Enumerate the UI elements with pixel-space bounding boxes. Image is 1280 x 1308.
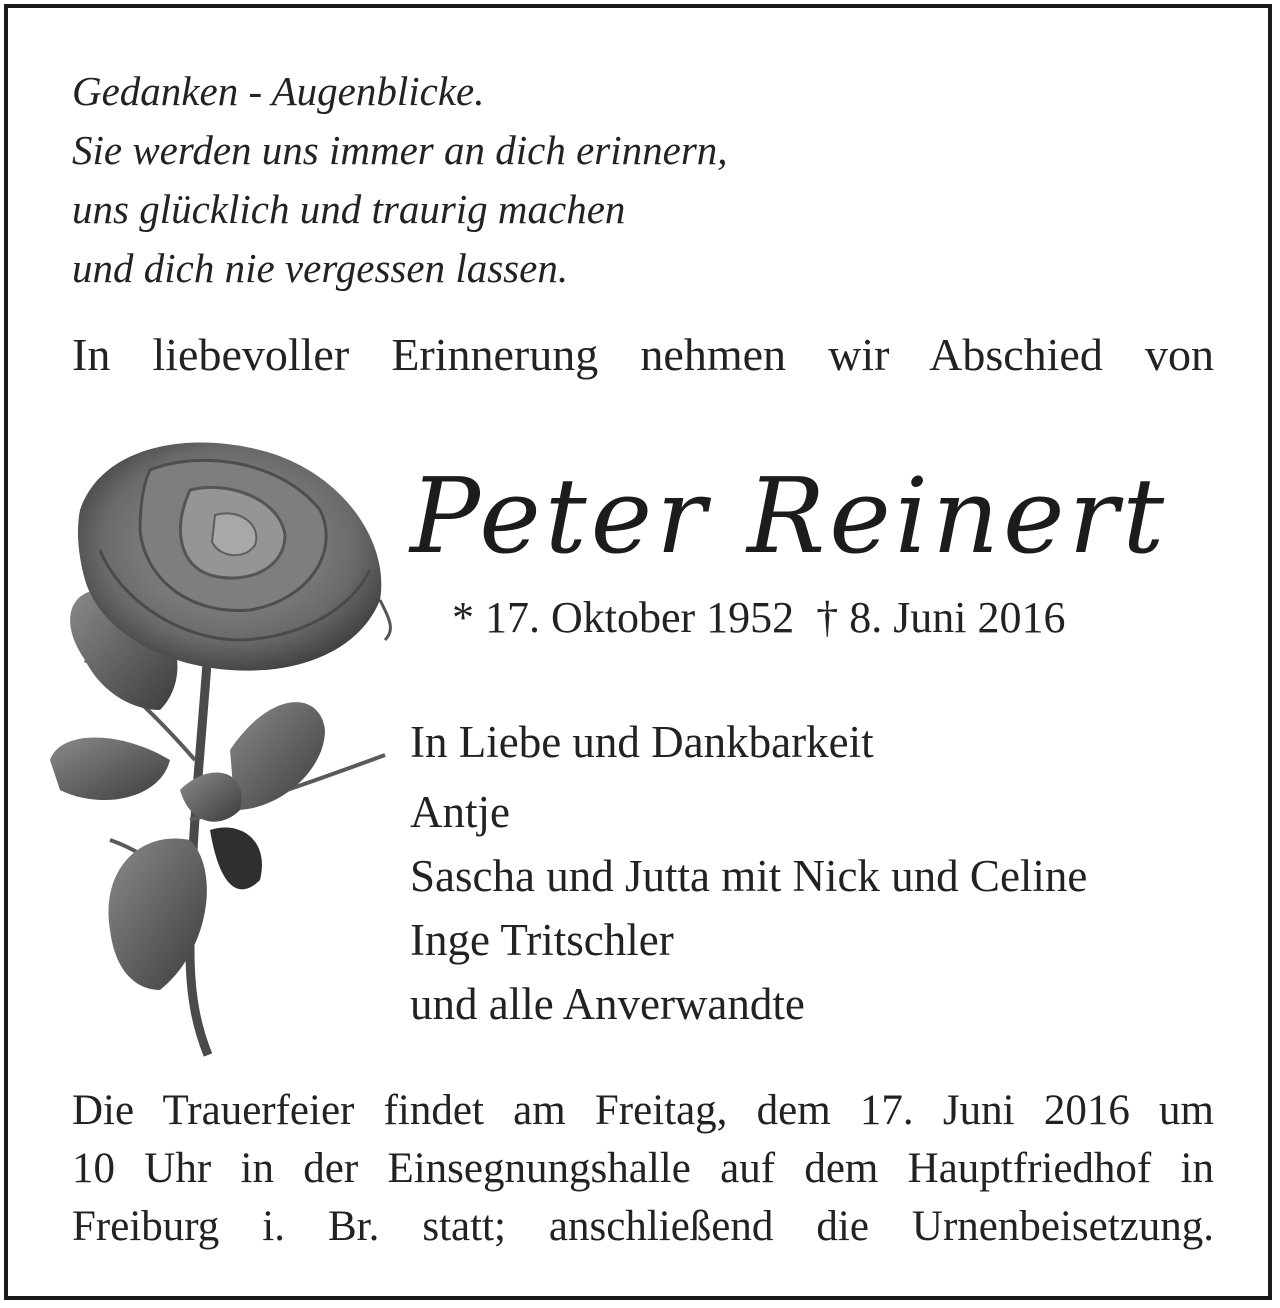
death-date: † 8. Juni 2016 <box>816 593 1066 642</box>
poem-line: uns glücklich und traurig machen <box>72 186 626 232</box>
mourner-name: Sascha und Jutta mit Nick und Celine <box>410 851 1088 901</box>
poem-line: Gedanken - Augenblicke. <box>72 68 485 114</box>
mourner-name: und alle Anverwandte <box>410 979 805 1029</box>
poem <box>72 62 1212 298</box>
deceased-name: Peter Reinert <box>410 455 1169 577</box>
mourner-name: Antje <box>410 787 510 837</box>
funeral-notice <box>72 1082 1214 1256</box>
funeral-line: 10 Uhr in der Einsegnungshalle auf dem Hauptfriedhof in <box>72 1145 1214 1192</box>
poem-line: und dich nie vergessen lassen. <box>72 245 569 291</box>
life-dates <box>452 592 1066 643</box>
mourner-name: Inge Tritschler <box>410 915 674 965</box>
funeral-line: Freiburg i. Br. statt; anschließend die Urnenbeisetzung. <box>72 1203 1214 1250</box>
intro-text: In liebevoller Erinnerung nehmen wir Abschied von <box>72 329 1214 380</box>
poem-line: Sie werden uns immer an dich erinnern, <box>72 127 728 173</box>
funeral-line: Die Trauerfeier findet am Freitag, dem 17. Juni 2016 um <box>72 1087 1214 1134</box>
birth-date: * 17. Oktober 1952 <box>452 593 795 642</box>
rose-icon <box>40 430 420 1070</box>
mourners-signature <box>410 710 1230 1036</box>
signature-heading: In Liebe und Dankbarkeit <box>410 717 874 767</box>
